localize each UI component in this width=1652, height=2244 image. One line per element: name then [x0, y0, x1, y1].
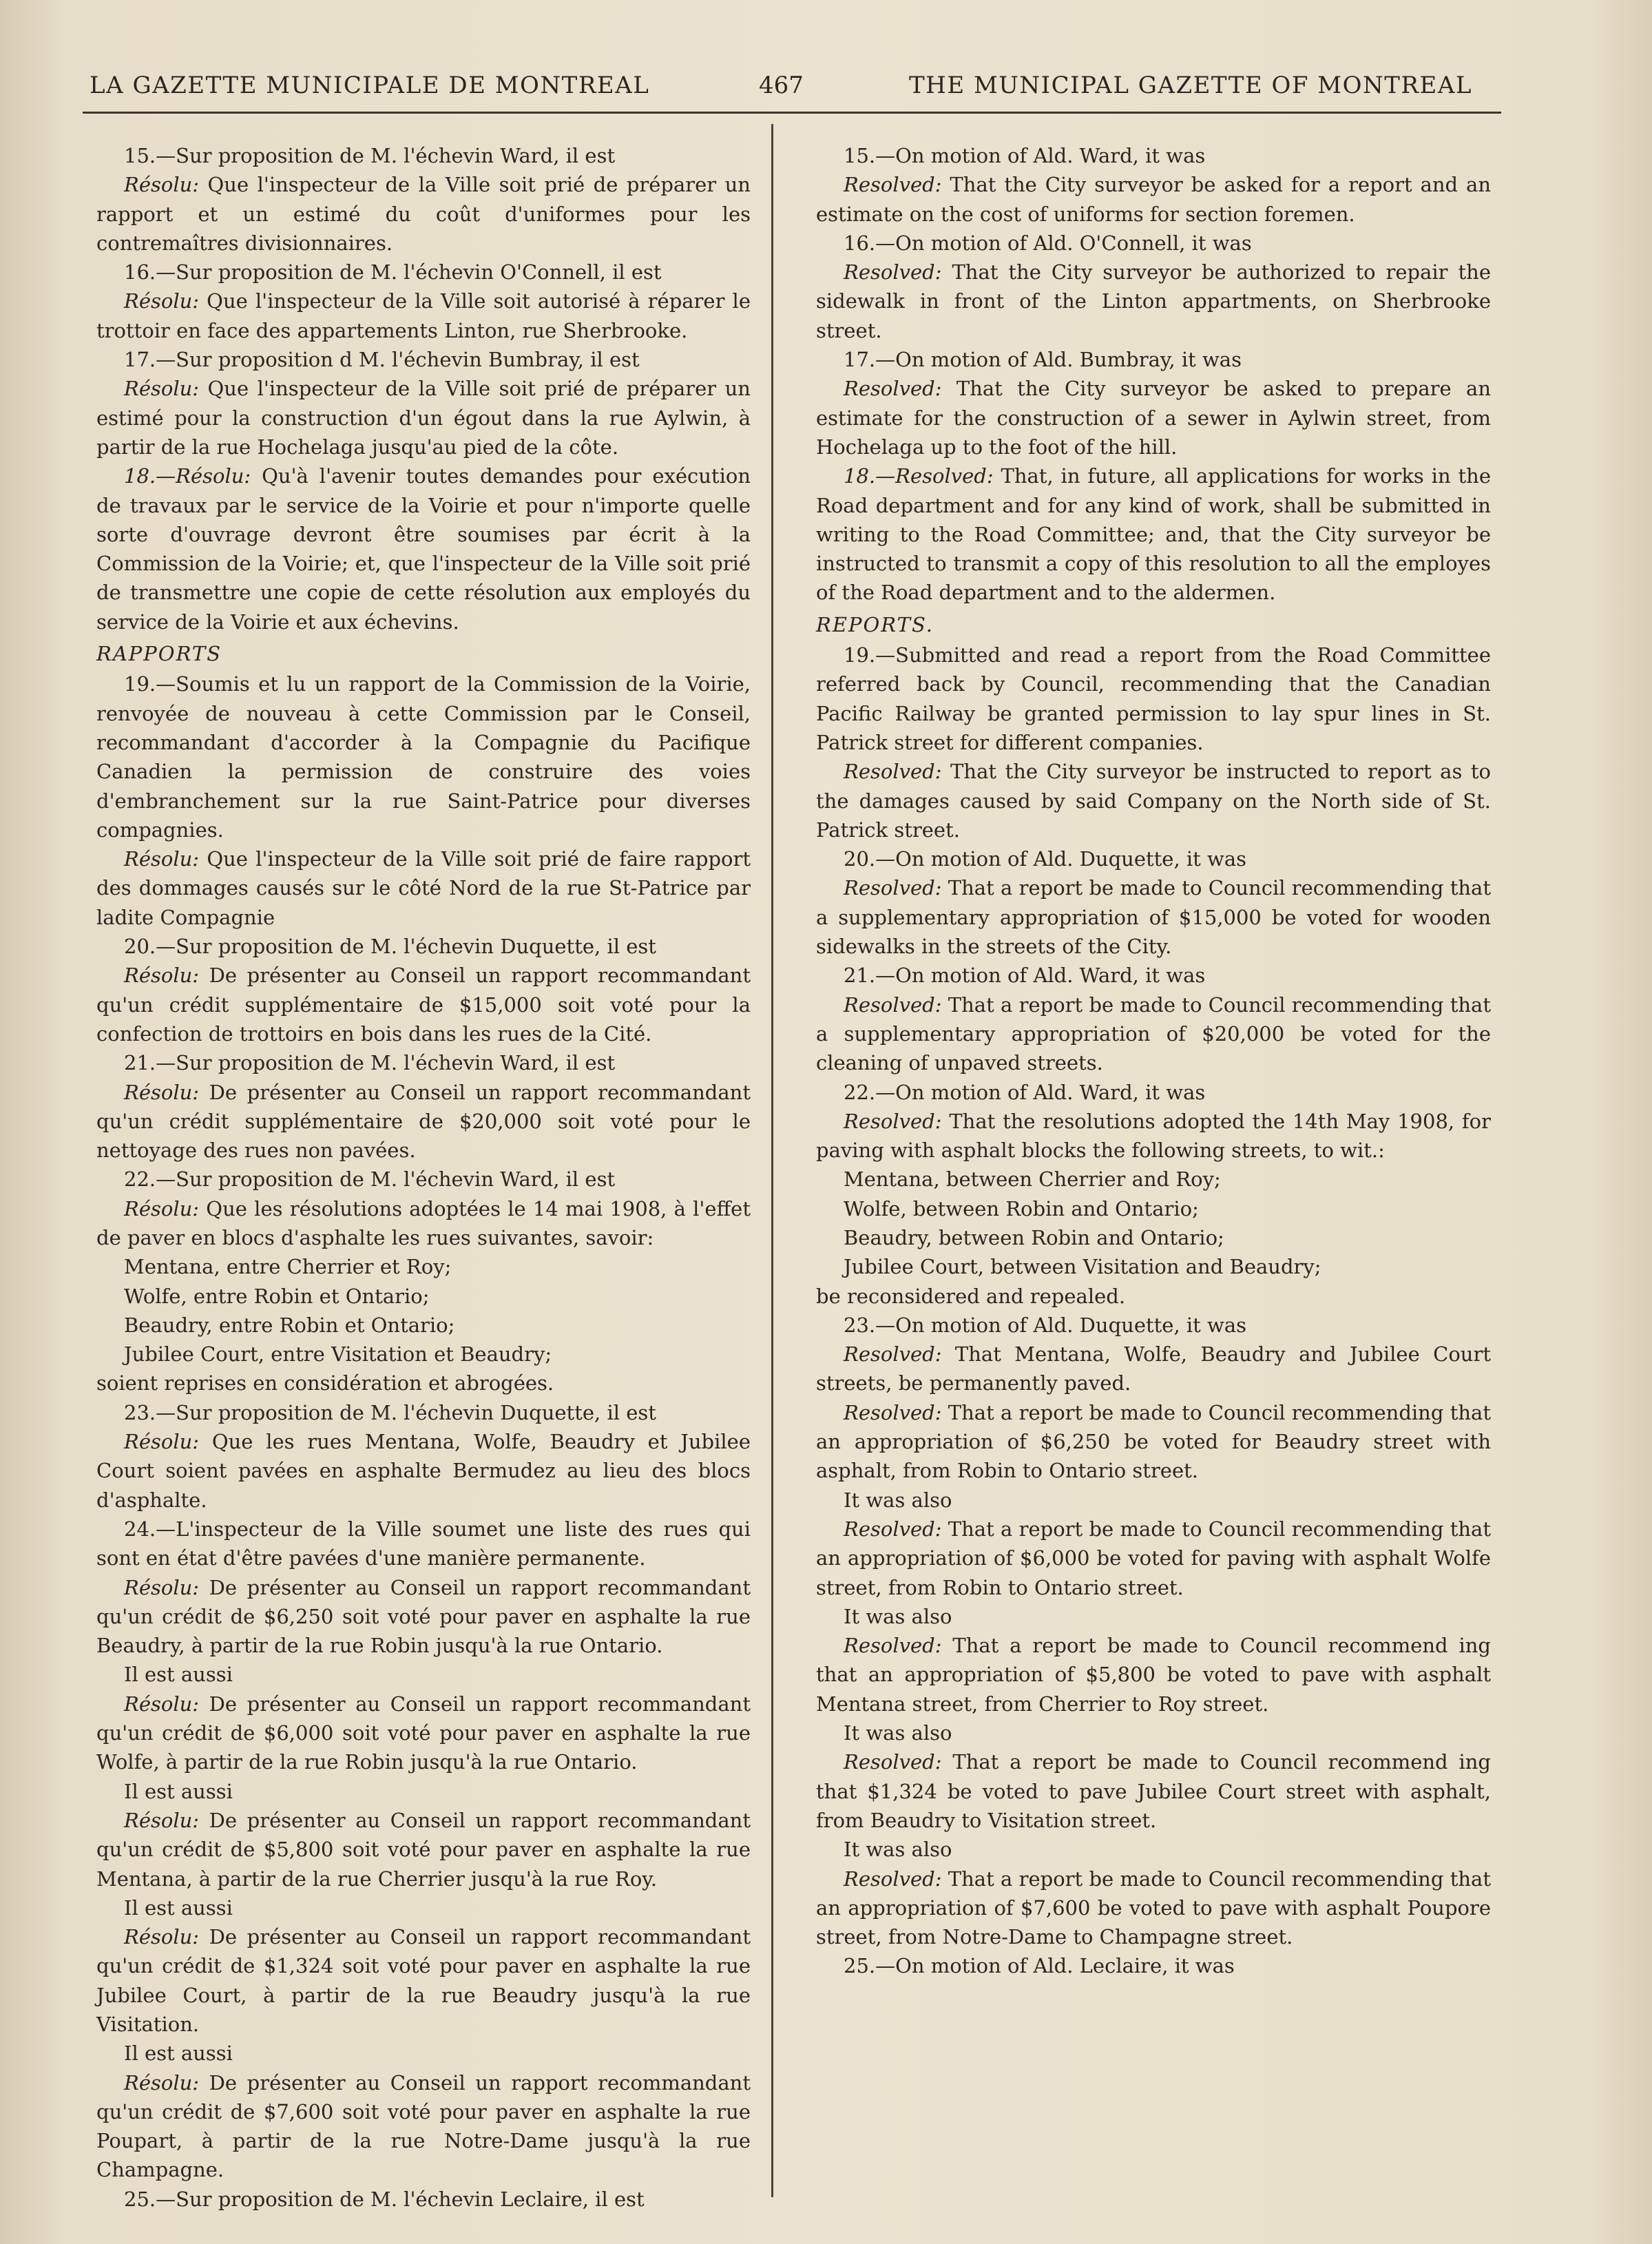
- en-resolution-23d: Resolved: That a report be made to Council recommend ing that an appropriation of $5,800 be voted to pave with asphalt Mentana street, from Cherrier to Roy street.: [816, 1634, 1491, 1716]
- en-resolution-23b: Resolved: That a report be made to Council recommending that an appropriation of $6,250 be voted for Beaudry street with asphalt, from Robin to Ontario street.: [816, 1400, 1491, 1483]
- en-item-22: 22.—On motion of Ald. Ward, it was: [844, 1080, 1206, 1104]
- fr-also: Il est aussi: [124, 2042, 233, 2066]
- fr-item-22: 22.—Sur proposition de M. l'échevin Ward, il est: [124, 1167, 616, 1192]
- en-item-21: 21.—On motion of Ald. Ward, it was: [844, 964, 1206, 988]
- en-item-25: 25.—On motion of Ald. Leclaire, it was: [844, 1954, 1235, 1978]
- en-street-list-item: Mentana, between Cherrier and Roy;: [844, 1167, 1221, 1192]
- fr-item-24: 24.—L'inspecteur de la Ville soumet une liste des rues qui sont en état d'être pavées d'une manière permanente.: [96, 1517, 751, 1570]
- fr-item-20: 20.—Sur proposition de M. l'échevin Duquette, il est: [124, 935, 656, 959]
- column-divider: [771, 124, 773, 2197]
- en-resolution-21: Resolved: That a report be made to Council recommending that a supplementary appropriation of $20,000 be voted for the cleaning of unpaved streets.: [816, 993, 1491, 1075]
- french-masthead: LA GAZETTE MUNICIPALE DE MONTREAL: [90, 72, 650, 99]
- fr-item-16: 16.—Sur proposition de M. l'échevin O'Connell, il est: [124, 260, 662, 284]
- en-item-16: 16.—On motion of Ald. O'Connell, it was: [844, 231, 1252, 255]
- fr-section-heading: RAPPORTS: [96, 642, 222, 666]
- fr-resolution-24e: Résolu: De présenter au Conseil un rapport recommandant qu'un crédit de $7,600 soit voté pour paver en asphalte la rue Poupart, à partir de la rue Notre-Dame jusqu'à la rue Champagne.: [96, 2070, 751, 2182]
- en-resolution-19: Resolved: That the City surveyor be instructed to report as to the damages caused by said Company on the North side of St. Patrick street.: [816, 760, 1491, 842]
- fr-also: Il est aussi: [124, 1779, 233, 1803]
- page-number: 467: [759, 72, 804, 99]
- english-column: [816, 141, 1491, 1981]
- en-item-23: 23.—On motion of Ald. Duquette, it was: [844, 1313, 1247, 1337]
- fr-street-list-item: Wolfe, entre Robin et Ontario;: [124, 1284, 430, 1308]
- en-resolution-23a: Resolved: That Mentana, Wolfe, Beaudry and Jubilee Court streets, be permanently paved.: [816, 1342, 1491, 1395]
- en-item-19: 19.—Submitted and read a report from the Road Committee referred back by Council, recommending that the Canadian Pacific Railway be granted permission to lay spur lines in St. Patrick street for different companies.: [816, 643, 1491, 754]
- en-resolution-23e: Resolved: That a report be made to Council recommend ing that $1,324 be voted to pave Jubilee Court street with asphalt, from Beaudry to Visitation street.: [816, 1750, 1491, 1832]
- en-resolution-16: Resolved: That the City surveyor be authorized to repair the sidewalk in front of the Linton appartments, on Sherbrooke street.: [816, 260, 1491, 342]
- en-street-list-item: Wolfe, between Robin and Ontario;: [844, 1196, 1199, 1220]
- fr-resolution-17: Résolu: Que l'inspecteur de la Ville soit prié de préparer un estimé pour la construction d'un égout dans la rue Aylwin, à partir de la rue Hochelaga jusqu'au pied de la côte.: [96, 377, 751, 459]
- fr-item-21: 21.—Sur proposition de M. l'échevin Ward, il est: [124, 1051, 616, 1075]
- en-street-list-item: Beaudry, between Robin and Ontario;: [844, 1225, 1224, 1249]
- en-resolution-23c: Resolved: That a report be made to Council recommending that an appropriation of $6,000 be voted for paving with asphalt Wolfe street, from Robin to Ontario street.: [816, 1517, 1491, 1599]
- fr-resolution-23: Résolu: Que les rues Mentana, Wolfe, Beaudry et Jubilee Court soient pavées en asphalte Bermudez au lieu des blocs d'asphalte.: [96, 1430, 751, 1512]
- en-also: It was also: [844, 1838, 952, 1862]
- fr-item-23: 23.—Sur proposition de M. l'échevin Duquette, il est: [124, 1400, 656, 1424]
- fr-resolution-19: Résolu: Que l'inspecteur de la Ville soit prié de faire rapport des dommages causés sur le côté Nord de la rue St-Patrice par ladite Compagnie: [96, 847, 751, 929]
- english-masthead: THE MUNICIPAL GAZETTE OF MONTREAL: [909, 72, 1472, 99]
- fr-item-25: 25.—Sur proposition de M. l'échevin Leclaire, il est: [124, 2187, 645, 2211]
- fr-resolution-22: Résolu: Que les résolutions adoptées le 14 mai 1908, à l'effet de paver en blocs d'asphalte les rues suivantes, savoir:: [96, 1196, 751, 1249]
- en-section-heading: REPORTS.: [816, 612, 934, 636]
- en-item-15: 15.—On motion of Ald. Ward, it was: [844, 144, 1206, 167]
- fr-also: Il est aussi: [124, 1895, 233, 1920]
- fr-street-list-item: Beaudry, entre Robin et Ontario;: [124, 1313, 455, 1337]
- en-item-20: 20.—On motion of Ald. Duquette, it was: [844, 847, 1247, 871]
- en-resolution-23f: Resolved: That a report be made to Council recommending that an appropriation of $7,600 be voted to pave with asphalt Poupore street, from Notre-Dame to Champagne street.: [816, 1867, 1491, 1949]
- en-resolution-17: Resolved: That the City surveyor be asked to prepare an estimate for the construction of a sewer in Aylwin street, from Hochelaga up to the foot of the hill.: [816, 377, 1491, 459]
- french-column: [96, 141, 751, 2214]
- en-street-list-item: Jubilee Court, between Visitation and Beaudry;: [844, 1255, 1321, 1279]
- fr-resolution-24a: Résolu: De présenter au Conseil un rapport recommandant qu'un crédit de $6,250 soit voté pour paver en asphalte la rue Beaudry, à partir de la rue Robin jusqu'à la rue Ontario.: [96, 1575, 751, 1658]
- en-also: It was also: [844, 1488, 952, 1512]
- fr-street-list-item: Mentana, entre Cherrier et Roy;: [124, 1255, 452, 1279]
- en-street-list-closing: be reconsidered and repealed.: [816, 1284, 1126, 1308]
- fr-street-list-item: Jubilee Court, entre Visitation et Beaudry;: [124, 1342, 552, 1367]
- fr-item-17: 17.—Sur proposition d M. l'échevin Bumbray, il est: [124, 348, 640, 372]
- en-also: It was also: [844, 1721, 952, 1745]
- fr-resolution-24c: Résolu: De présenter au Conseil un rapport recommandant qu'un crédit de $5,800 soit voté pour paver en asphalte la rue Mentana, à partir de la rue Cherrier jusqu'à la rue Roy.: [96, 1808, 751, 1891]
- en-resolution-15: Resolved: That the City surveyor be asked for a report and an estimate on the cost of uniforms for section foremen.: [816, 173, 1491, 226]
- en-also: It was also: [844, 1604, 952, 1628]
- en-item-17: 17.—On motion of Ald. Bumbray, it was: [844, 348, 1242, 372]
- en-resolution-18: 18.—Resolved: That, in future, all applications for works in the Road department and for any kind of work, shall be submitted in writing to the Road Committee; and, that the City surveyor be instructed to transmit a copy of this resolution to all the employes of the Road department and to the aldermen.: [816, 464, 1491, 605]
- fr-resolution-20: Résolu: De présenter au Conseil un rapport recommandant qu'un crédit supplémentaire de $15,000 soit voté pour la confection de trottoirs en bois dans les rues de la Cité.: [96, 964, 751, 1046]
- en-resolution-20: Resolved: That a report be made to Council recommending that a supplementary appropriation of $15,000 be voted for wooden sidewalks in the streets of the City.: [816, 876, 1491, 959]
- en-resolution-22: Resolved: That the resolutions adopted the 14th May 1908, for paving with asphalt blocks the following streets, to wit.:: [816, 1109, 1491, 1163]
- fr-street-list-closing: soient reprises en considération et abrogées.: [96, 1371, 554, 1395]
- fr-item-19: 19.—Soumis et lu un rapport de la Commission de la Voirie, renvoyée de nouveau à cette Commission par le Conseil, recommandant d'accorder à la Compagnie du Pacifique Canadien la permission de construire des voies d'embranchement sur la rue Saint-Patrice pour diverses compagnies.: [96, 672, 751, 842]
- fr-resolution-21: Résolu: De présenter au Conseil un rapport recommandant qu'un crédit supplémentaire de $20,000 soit voté pour le nettoyage des rues non pavées.: [96, 1080, 751, 1163]
- fr-resolution-24b: Résolu: De présenter au Conseil un rapport recommandant qu'un crédit de $6,000 soit voté pour paver en asphalte la rue Wolfe, à partir de la rue Robin jusqu'à la rue Ontario.: [96, 1692, 751, 1774]
- page-header: [90, 72, 1494, 113]
- fr-item-15: 15.—Sur proposition de M. l'échevin Ward, il est: [124, 144, 616, 167]
- fr-resolution-24d: Résolu: De présenter au Conseil un rapport recommandant qu'un crédit de $1,324 soit voté pour paver en asphalte la rue Jubilee Court, à partir de la rue Beaudry jusqu'à la rue Visitation.: [96, 1925, 751, 2036]
- fr-also: Il est aussi: [124, 1663, 233, 1687]
- header-rule: [83, 112, 1501, 114]
- fr-resolution-18: 18.—Résolu: Qu'à l'avenir toutes demandes pour exécution de travaux par le service de la Voirie et pour n'importe quelle sorte d'ouvrage devront être soumises par écrit à la Commission de la Voirie; et, que l'inspecteur de la Ville soit prié de transmettre une copie de cette résolution aux employés du service de la Voirie et aux échevins.: [96, 464, 751, 634]
- fr-resolution-16: Résolu: Que l'inspecteur de la Ville soit autorisé à réparer le trottoir en face des appartements Linton, rue Sherbrooke.: [96, 289, 751, 342]
- fr-resolution-15: Résolu: Que l'inspecteur de la Ville soit prié de préparer un rapport et un estimé du coût d'uniformes pour les contremaîtres divisionnaires.: [96, 173, 751, 255]
